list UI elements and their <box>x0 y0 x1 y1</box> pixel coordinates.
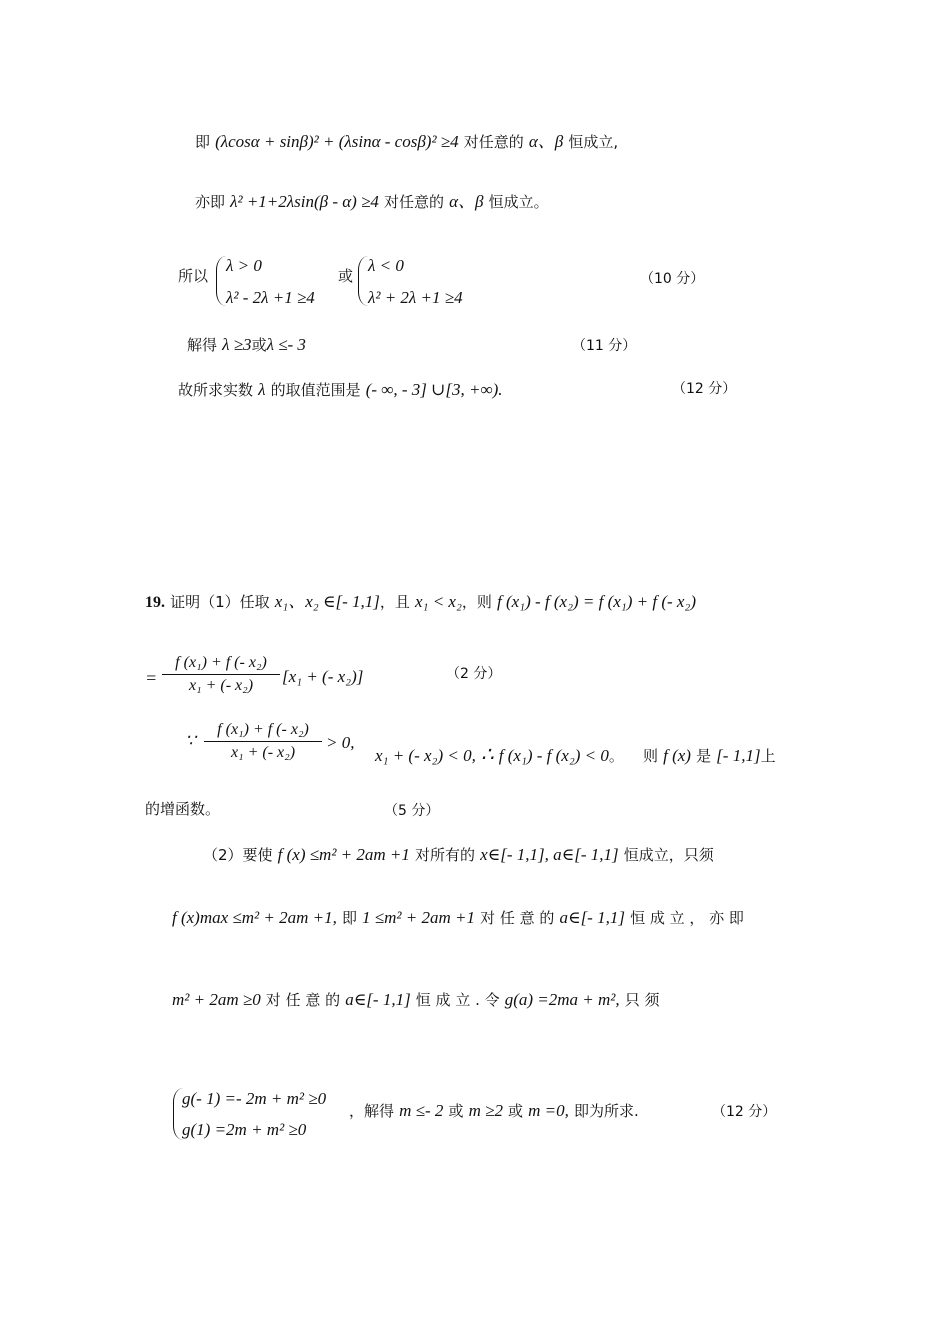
q19-line-3 <box>326 733 354 753</box>
text: ，且 <box>379 593 410 611</box>
math: m ≤- 2 <box>399 1101 444 1120</box>
score-10: （10 分） <box>640 271 705 287</box>
equals-sign: = <box>145 668 158 688</box>
text: 。 <box>608 747 624 765</box>
q19-line-5 <box>203 845 714 865</box>
text: 即 <box>195 133 211 151</box>
text: 即为所求. <box>574 1102 639 1120</box>
line-4 <box>187 335 306 355</box>
math: f (x₁) - f (x₂) = f (x₁) + f (- x₂) <box>496 592 697 611</box>
text-or: 或 <box>338 267 354 285</box>
text: 解得 <box>187 336 218 354</box>
score-11: （11 分） <box>572 338 637 354</box>
math: x₁ < x₂ <box>414 592 462 611</box>
math: 1 ≤m² + 2am +1 <box>362 908 475 927</box>
text: 恒成立，只须 <box>623 846 714 864</box>
system1-line-a: λ > 0 <box>226 256 262 275</box>
text: 对所有的 <box>415 846 476 864</box>
math: (- ∞, - 3] ∪[3, +∞). <box>365 380 503 399</box>
math: f (x) <box>663 746 691 765</box>
system2-line-a: λ < 0 <box>368 256 404 275</box>
fraction-denominator: x₁ + (- x₂) <box>230 744 296 761</box>
math: f (x) ≤m² + 2am +1 <box>277 845 410 864</box>
score-12a: （12 分） <box>672 381 737 397</box>
fraction-numerator: f (x₁) + f (- x₂) <box>175 654 267 671</box>
line-5 <box>178 380 503 400</box>
system3-line-b: g(1) =2m + m² ≥0 <box>182 1120 307 1139</box>
fraction-numerator: f (x₁) + f (- x₂) <box>217 721 309 738</box>
math: f (x₁) - f (x₂) < 0 <box>498 746 609 765</box>
text: 是 <box>696 747 712 765</box>
score-5: （5 分） <box>384 803 440 819</box>
text: （2）要使 <box>203 846 273 864</box>
q19-line-3b <box>375 743 776 767</box>
q19-line-7 <box>172 990 660 1010</box>
math: x₁、x₂ ∈[- 1,1] <box>274 592 380 611</box>
math: α、β <box>449 192 484 211</box>
fraction-denominator: x₁ + (- x₂) <box>188 677 254 694</box>
fraction-bar <box>162 674 280 675</box>
system3-line-a: g(- 1) =- 2m + m² ≥0 <box>182 1089 327 1108</box>
fraction-bar <box>204 741 322 742</box>
text: 证明（1）任取 <box>170 593 270 611</box>
text: 恒成立, <box>568 133 619 151</box>
math: x₁ + (- x₂) < 0, <box>375 746 476 765</box>
q19-line-8 <box>349 1101 639 1121</box>
system2-line-b: λ² + 2λ +1 ≥4 <box>368 288 463 307</box>
text-suoyi: 所以 <box>178 267 209 285</box>
because-symbol: ∵ <box>185 731 196 750</box>
text: 或 <box>508 1102 524 1120</box>
therefore-symbol: ∴ <box>480 744 494 766</box>
math: m ≥2 <box>468 1101 503 1120</box>
text: 恒 成 立 . 令 <box>415 991 500 1009</box>
text: 或 <box>448 1102 464 1120</box>
system1-line-b: λ² - 2λ +1 ≥4 <box>226 288 315 307</box>
math: λ ≤- 3 <box>266 335 306 354</box>
math: α、β <box>528 132 564 151</box>
bracket-term: [x₁ + (- x₂)] <box>282 667 364 686</box>
text: 对任意的 <box>384 193 445 211</box>
text: 即 <box>341 909 357 927</box>
line-2 <box>195 192 549 212</box>
math: λ ≥3 <box>222 335 252 354</box>
math: a∈[- 1,1] <box>559 908 625 927</box>
text: 对 任 意 的 <box>265 991 341 1009</box>
math: λ <box>258 380 266 399</box>
fraction-1 <box>162 654 280 695</box>
score-2: （2 分） <box>446 666 502 682</box>
q19-line-4: 的增函数。 <box>145 800 221 818</box>
math: > 0, <box>326 733 355 752</box>
text: 对任意的 <box>463 133 524 151</box>
math: m² + 2am ≥0 <box>172 990 261 1009</box>
math: g(a) =2ma + m², <box>504 990 620 1009</box>
text: ，解得 <box>349 1102 395 1120</box>
math: m =0, <box>528 1101 569 1120</box>
text: 对 任 意 的 <box>480 909 555 927</box>
text: 上 <box>760 747 776 765</box>
score-12b: （12 分） <box>712 1104 777 1120</box>
text: 则 <box>643 747 659 765</box>
math: λ² +1+2λsin(β - α) ≥4 <box>230 192 379 211</box>
question-number: 19. <box>145 594 165 611</box>
text: 亦即 <box>195 193 226 211</box>
q19-line-6 <box>172 908 744 928</box>
text: 的取值范围是 <box>270 381 361 399</box>
text: 恒成立。 <box>488 193 549 211</box>
q19-line-1 <box>145 592 696 612</box>
text: 恒 成 立 ， 亦 即 <box>630 909 744 927</box>
math: [- 1,1] <box>716 746 761 765</box>
math: (λcosα + sinβ)² + (λsinα - cosβ)² ≥4 <box>215 132 459 151</box>
text: ，则 <box>461 593 492 611</box>
math: a∈[- 1,1] <box>345 990 411 1009</box>
line-1 <box>195 132 618 152</box>
math: x∈[- 1,1], a∈[- 1,1] <box>480 845 619 864</box>
text: 故所求实数 <box>178 381 254 399</box>
text: 只 须 <box>624 991 660 1009</box>
text: 或 <box>251 336 267 354</box>
fraction-2 <box>204 721 322 762</box>
math: f (x)max ≤m² + 2am +1, <box>172 908 337 927</box>
